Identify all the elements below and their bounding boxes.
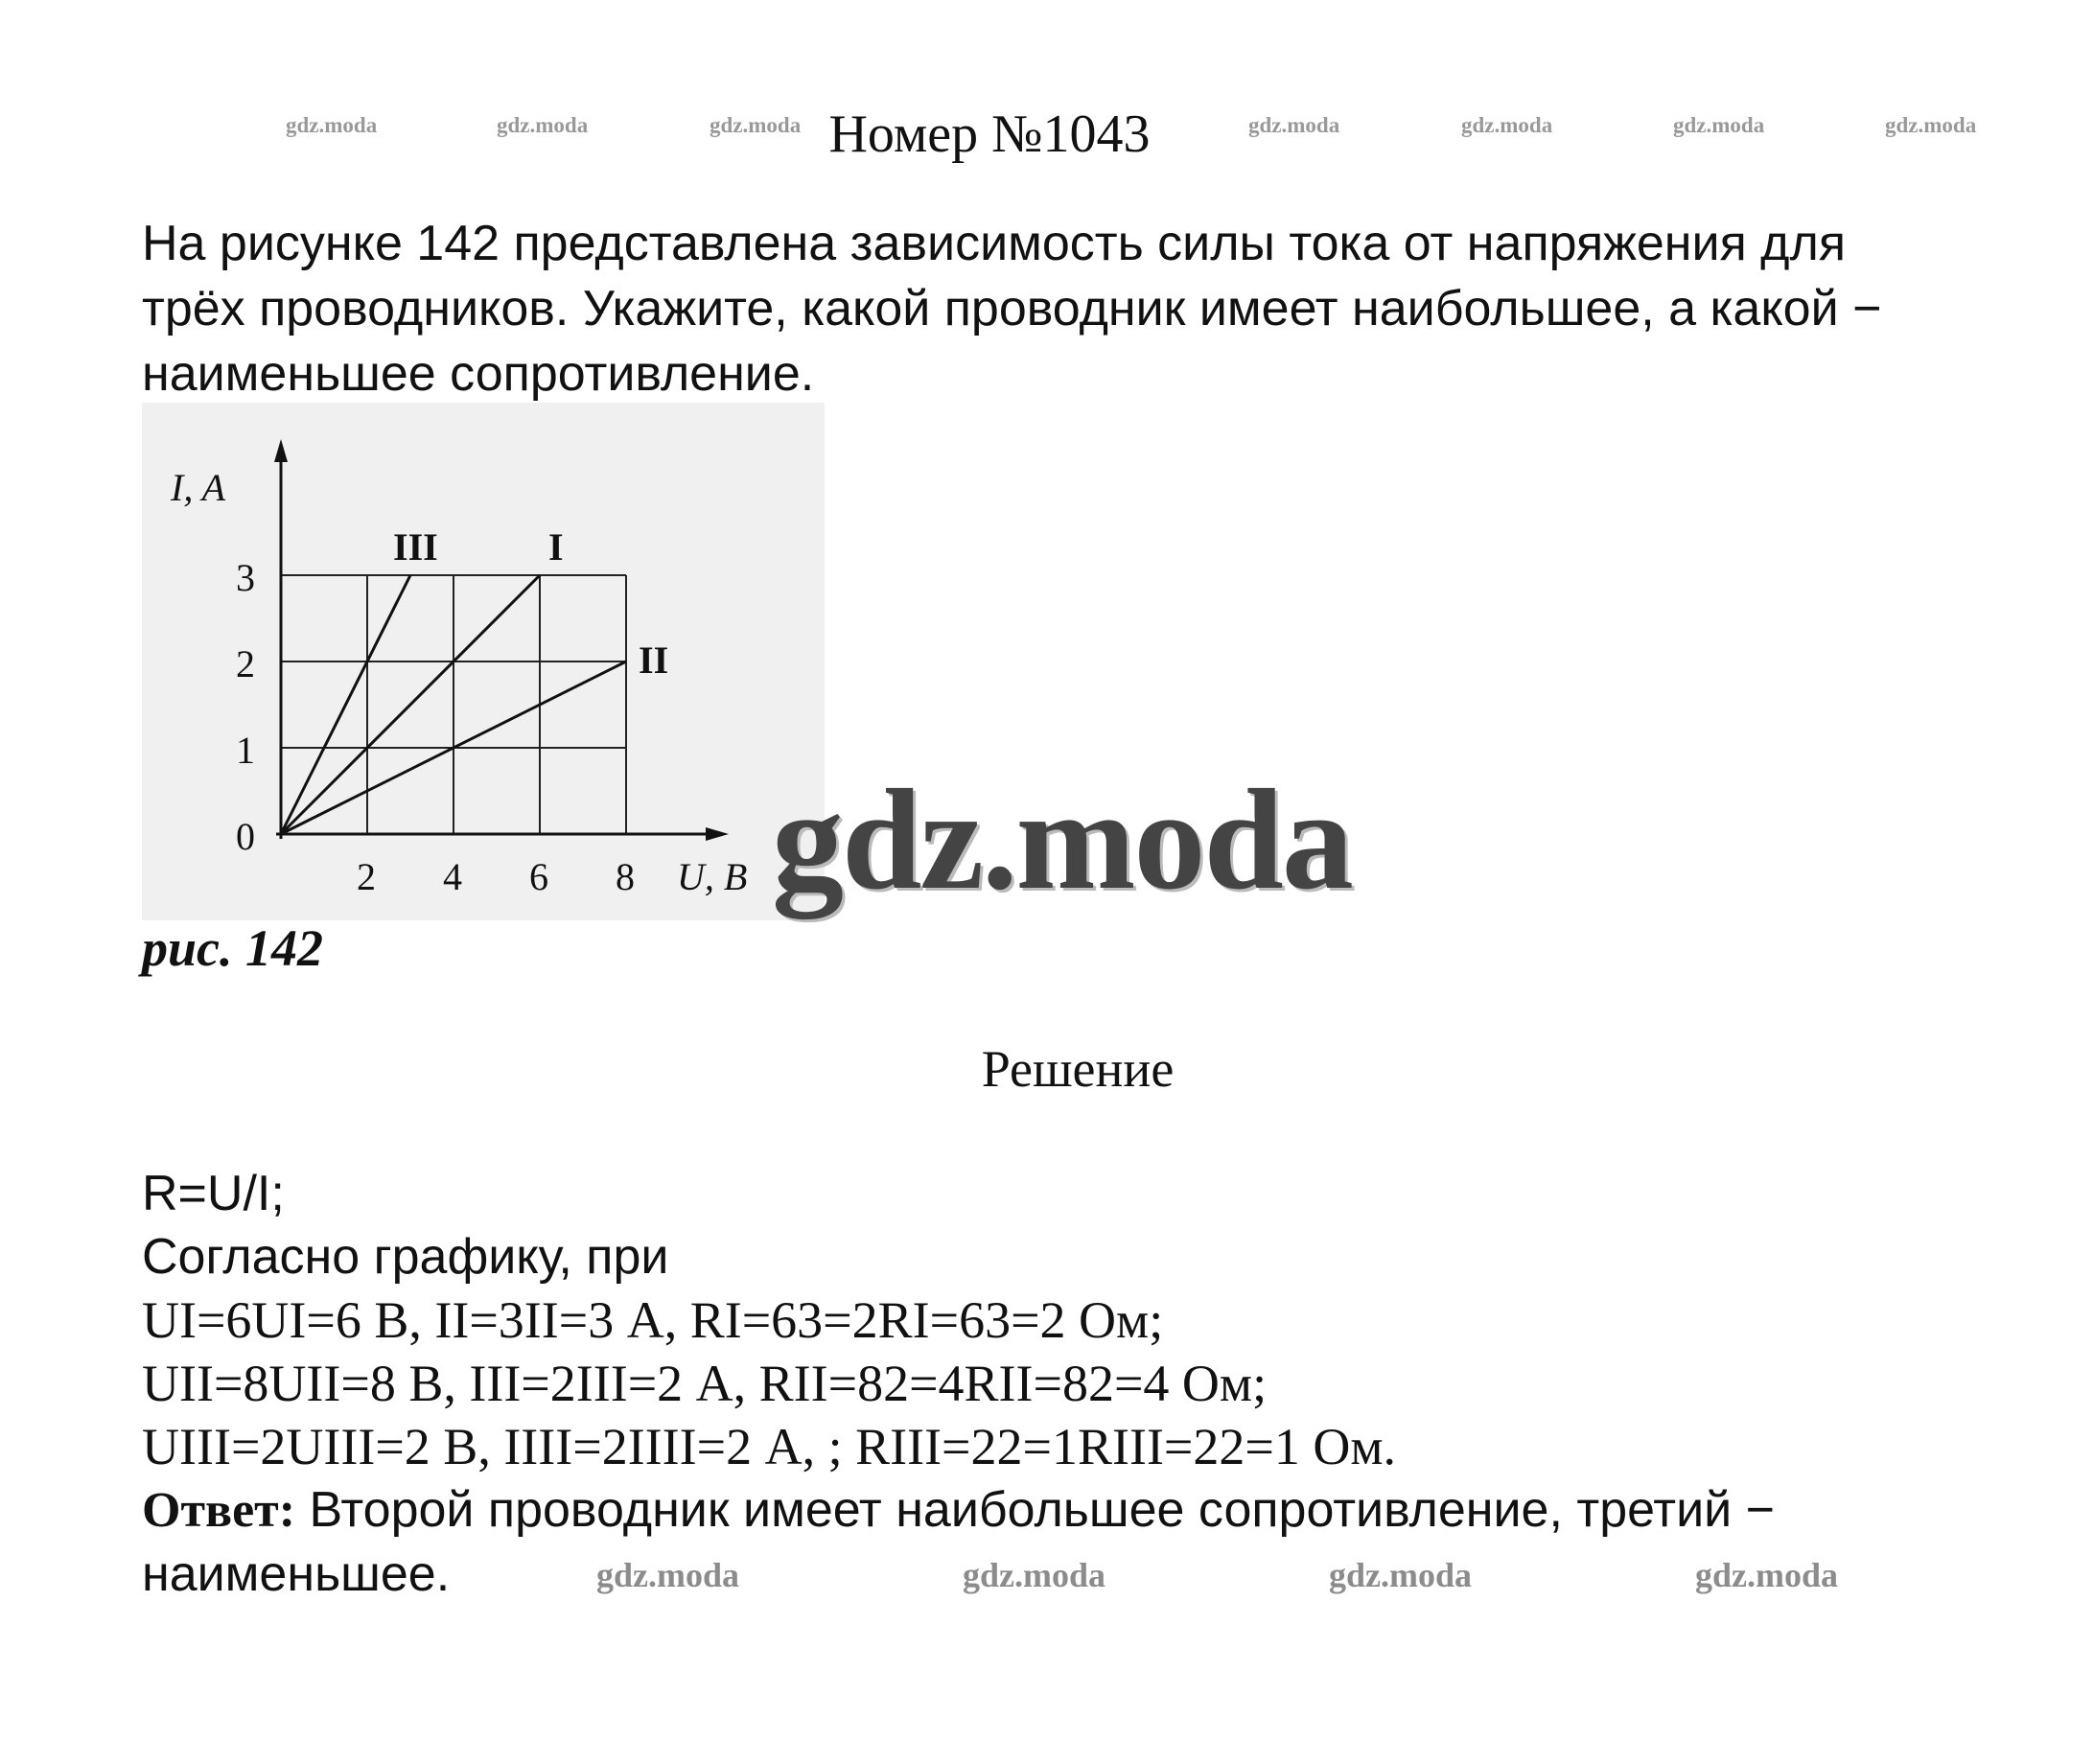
line-label-I: I: [548, 525, 564, 569]
x-axis-arrow: [706, 827, 729, 841]
line-label-II: II: [639, 638, 669, 682]
watermark: gdz.moda: [286, 113, 378, 137]
big-watermark: gdz.moda: [772, 760, 1352, 919]
y-tick-label: 3: [236, 556, 255, 599]
solution-body: [142, 1162, 2040, 1606]
line-label-III: III: [393, 525, 438, 569]
answer-text: Второй проводник имеет наибольшее сопротивление, третий −: [295, 1482, 1776, 1538]
x-tick-label: 2: [357, 855, 376, 898]
solution-line: Согласно графику, при: [142, 1229, 669, 1285]
solution-line: UIII=2UIII=2 В, IIII=2IIII=2 А, ; RIII=22=1RIII=22=1 Ом.: [142, 1418, 1396, 1475]
watermark: gdz.moda: [710, 113, 802, 137]
solution-line: R=U/I;: [142, 1166, 285, 1221]
x-axis-label: U, B: [677, 855, 748, 898]
watermark: gdz.moda: [963, 1556, 1106, 1594]
page-title-text: Номер №1043: [828, 104, 1151, 164]
watermark: gdz.moda: [1695, 1556, 1839, 1594]
figure-142: [142, 403, 825, 920]
y-axis-arrow: [274, 439, 288, 462]
watermark: gdz.moda: [1461, 113, 1553, 137]
origin-label: 0: [236, 815, 255, 858]
solution-line: UI=6UI=6 В, II=3II=3 А, RI=63=2RI=63=2 Ом;: [142, 1291, 1164, 1349]
solution-heading-text: Решение: [981, 1040, 1175, 1098]
problem-line: наименьшее сопротивление.: [142, 346, 815, 402]
page-title: [0, 104, 2094, 165]
problem-line: трёх проводников. Укажите, какой проводник имеет наибольшее, а какой −: [142, 281, 1882, 337]
answer-label: Ответ:: [142, 1483, 296, 1538]
iv-graph: [142, 403, 825, 920]
grid: [281, 575, 626, 834]
solution-line: UII=8UII=8 В, III=2III=2 А, RII=82=4RII=82=4 Ом;: [142, 1355, 1268, 1412]
watermark: gdz.moda: [1885, 113, 1977, 137]
x-tick-label: 4: [443, 855, 462, 898]
y-axis-label: I, A: [171, 466, 226, 509]
watermark: gdz.moda: [1673, 113, 1765, 137]
problem-statement: [142, 211, 2021, 406]
x-tick-label: 8: [616, 855, 635, 898]
line-I: [281, 575, 540, 834]
line-III: [281, 575, 410, 834]
problem-line: На рисунке 142 представлена зависимость силы тока от напряжения для: [142, 216, 1847, 271]
y-tick-label: 2: [236, 642, 255, 685]
y-tick-label: 1: [236, 729, 255, 772]
figure-caption: рис. 142: [142, 919, 323, 977]
watermark: gdz.moda: [1329, 1556, 1473, 1594]
watermark: gdz.moda: [497, 113, 589, 137]
watermark: gdz.moda: [1248, 113, 1340, 137]
answer-line: наименьшее.: [142, 1546, 451, 1602]
answer-line: [142, 1478, 2040, 1543]
watermark: gdz.moda: [596, 1556, 740, 1594]
x-tick-label: 6: [529, 855, 548, 898]
solution-heading: [0, 1039, 2094, 1099]
